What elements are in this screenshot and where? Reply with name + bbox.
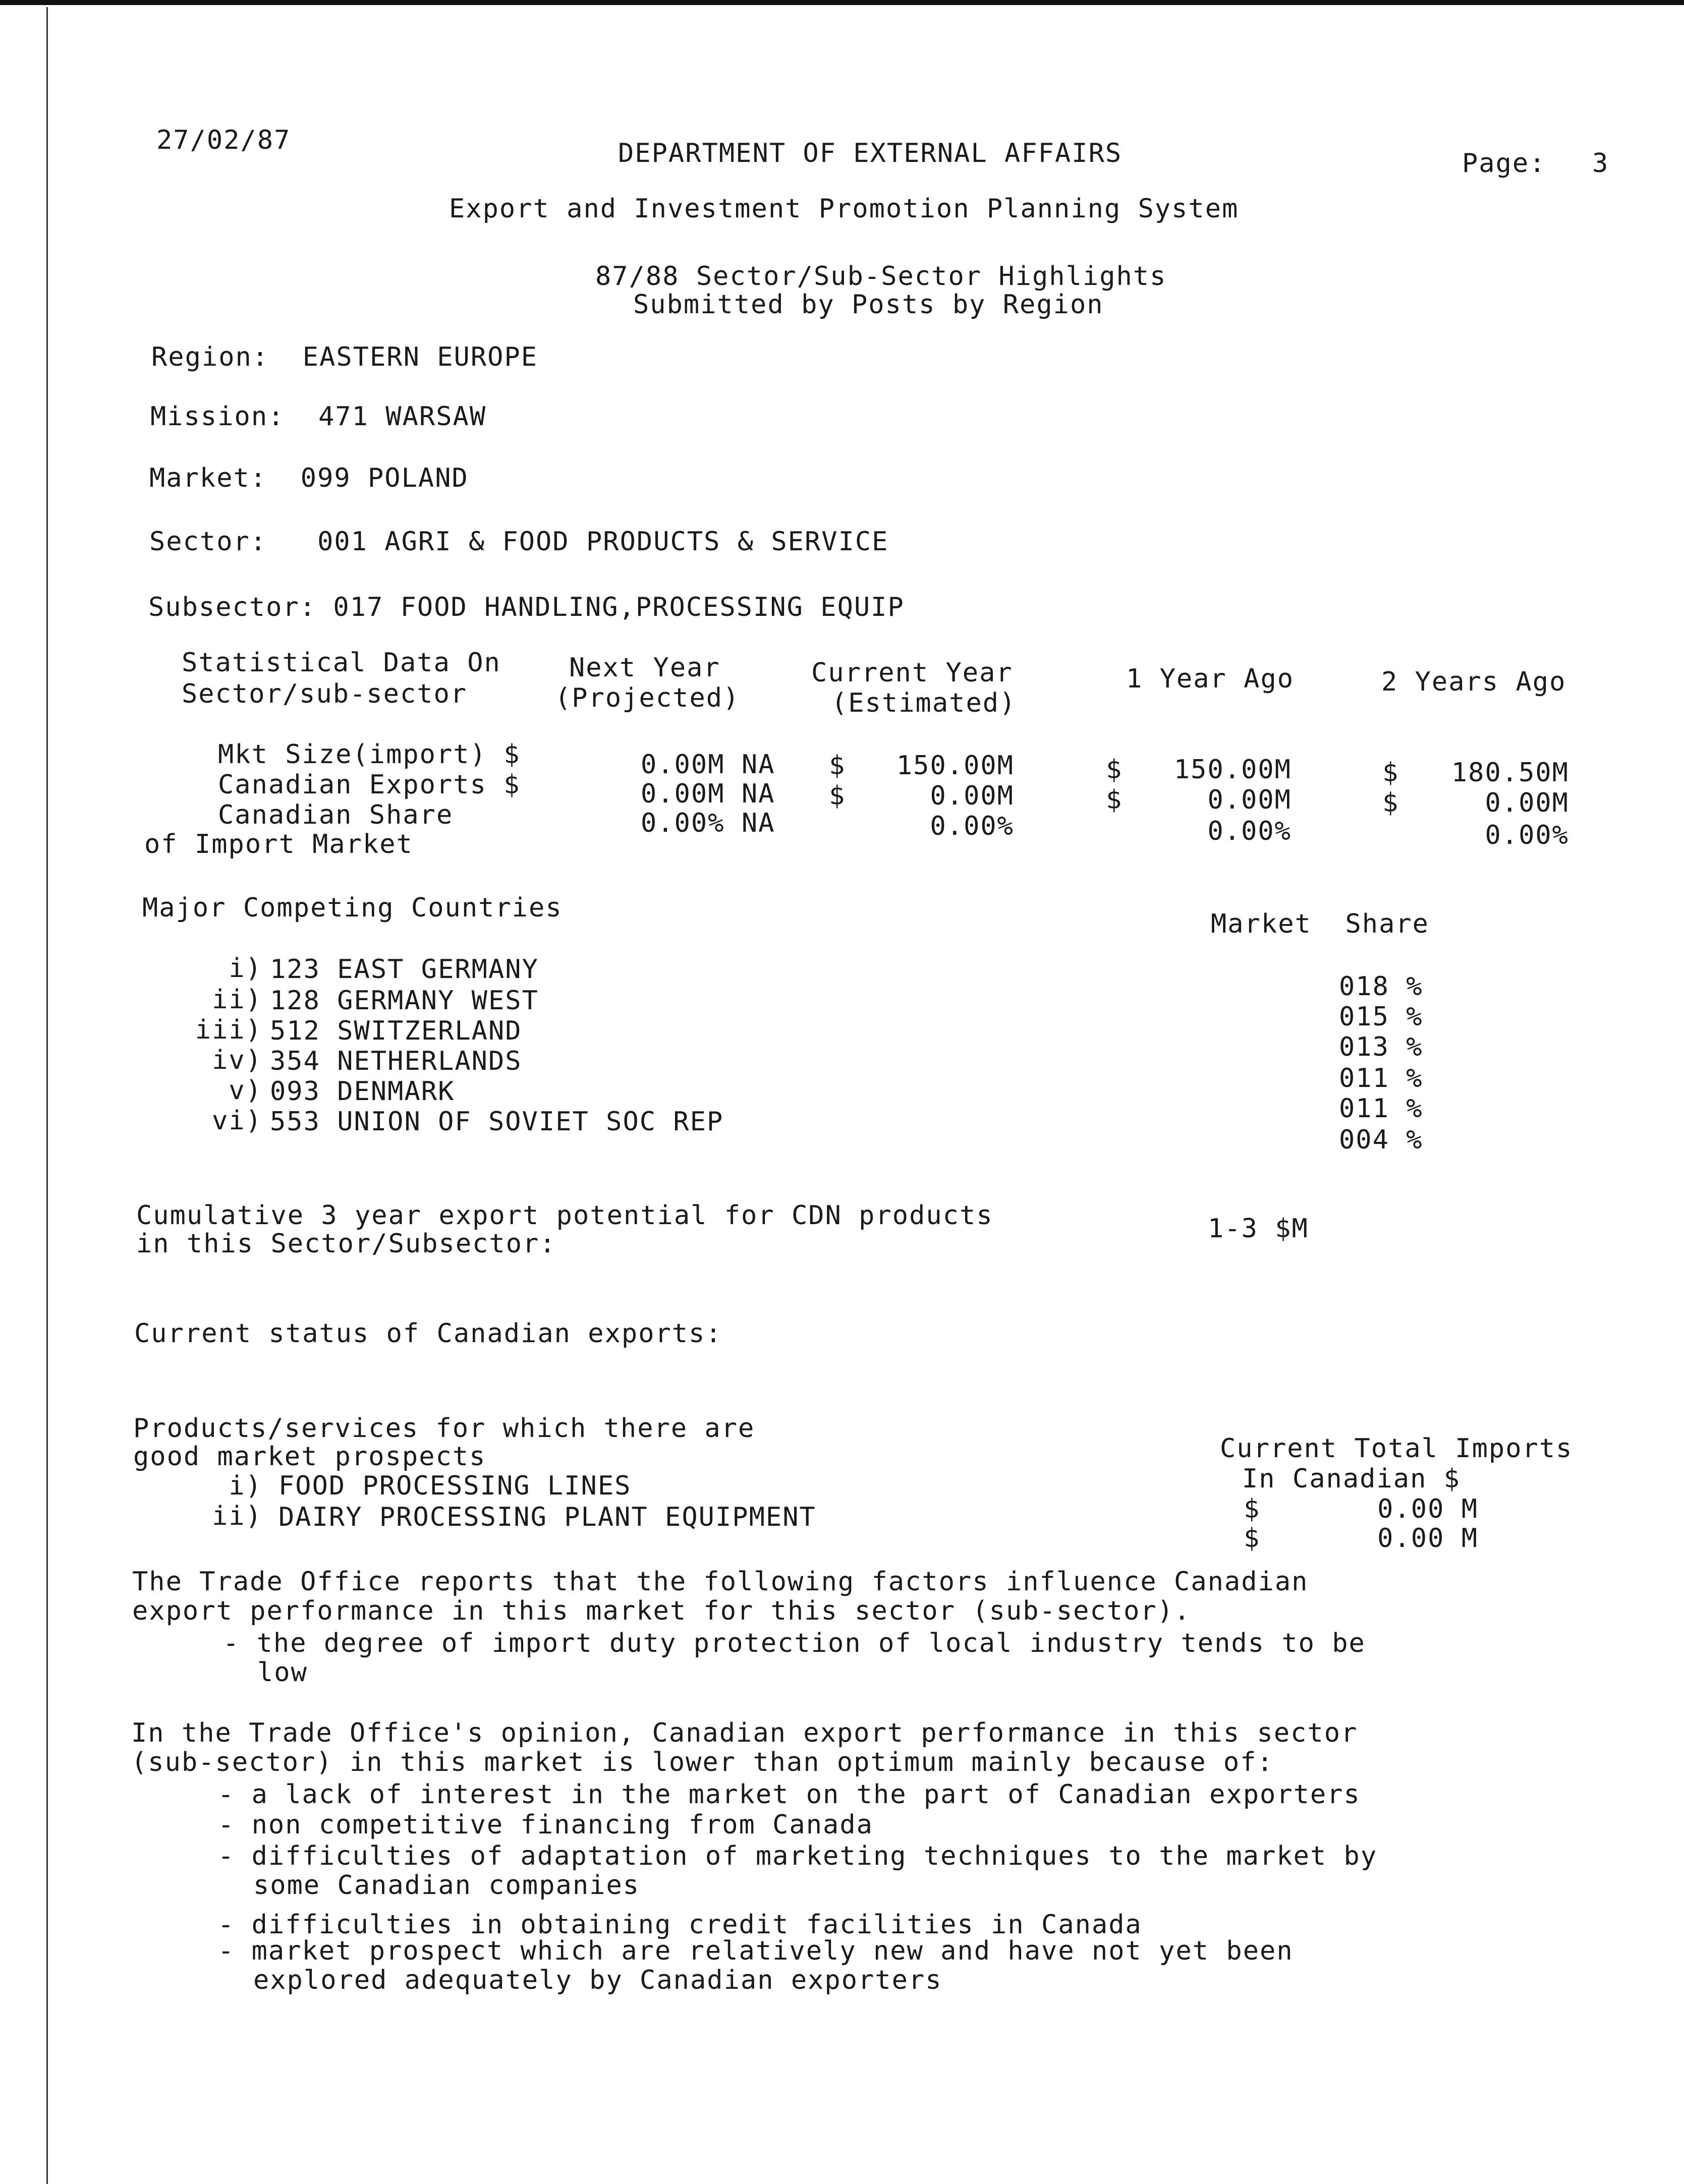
potential-value: 1-3 $M xyxy=(1208,1214,1309,1244)
stats-row-label: Canadian Exports $ xyxy=(218,770,521,800)
competitor-share: 011 % xyxy=(1339,1094,1423,1124)
stats-cell-cur-sym: $ xyxy=(829,751,846,781)
report-title: 87/88 Sector/Sub-Sector Highlights xyxy=(595,261,1167,292)
competitor-num: ii) xyxy=(212,985,262,1015)
sector-field: Sector: 001 AGRI & FOOD PRODUCTS & SERVICE xyxy=(149,527,889,557)
factors-bullet-cont: low xyxy=(257,1657,308,1688)
competitor-share: 004 % xyxy=(1339,1125,1423,1155)
market-share-heading: Market Share xyxy=(1211,909,1429,939)
competitor-name: 128 GERMANY WEST xyxy=(270,986,539,1016)
product-import-sym: $ xyxy=(1244,1494,1261,1524)
competitor-share: 013 % xyxy=(1339,1032,1423,1062)
imports-heading-sub: In Canadian $ xyxy=(1242,1464,1461,1494)
product-import-value: 0.00 M xyxy=(1377,1494,1478,1524)
stats-cell-2yr: 0.00% xyxy=(1485,820,1569,850)
stats-cell-cur: 0.00M xyxy=(930,781,1014,811)
product-import-value: 0.00 M xyxy=(1377,1523,1478,1554)
stats-row-label: Canadian Share xyxy=(218,800,454,830)
competitor-name: 354 NETHERLANDS xyxy=(270,1046,522,1076)
potential-line2: in this Sector/Subsector: xyxy=(136,1229,556,1259)
opinion-bullet: - difficulties of adaptation of marketing techniques to the market by xyxy=(218,1841,1378,1871)
competitor-num: vi) xyxy=(212,1106,262,1136)
opinion-bullet: - market prospect which are relatively new and have not yet been xyxy=(218,1936,1294,1966)
opinion-bullet: - non competitive financing from Canada xyxy=(218,1810,873,1840)
stats-row-label-cont: of Import Market xyxy=(144,829,413,859)
competitor-num: iv) xyxy=(212,1045,262,1075)
competitor-name: 123 EAST GERMANY xyxy=(270,954,539,985)
factors-bullet: - the degree of import duty protection of local industry tends to be xyxy=(223,1628,1366,1658)
competitors-heading: Major Competing Countries xyxy=(142,893,563,923)
stats-cell-next: 0.00M NA xyxy=(641,750,775,780)
competitor-share: 011 % xyxy=(1339,1063,1423,1094)
potential-line1: Cumulative 3 year export potential for CDN products xyxy=(136,1200,993,1231)
factors-line1: The Trade Office reports that the following factors influence Canadian xyxy=(132,1567,1309,1597)
competitor-num: v) xyxy=(229,1075,262,1106)
product-name: FOOD PROCESSING LINES xyxy=(278,1471,632,1501)
imports-heading: Current Total Imports xyxy=(1220,1433,1573,1464)
stats-row-label: Mkt Size(import) $ xyxy=(218,739,521,770)
opinion-line1: In the Trade Office's opinion, Canadian export performance in this sector xyxy=(131,1718,1358,1748)
system-name: Export and Investment Promotion Planning System xyxy=(449,194,1239,224)
product-num: ii) xyxy=(212,1501,262,1531)
stats-cell-next: 0.00% NA xyxy=(641,808,775,838)
stats-cell-2yr-sym: $ xyxy=(1382,758,1399,788)
page-number: 3 xyxy=(1592,148,1609,179)
stats-cell-1yr: 0.00M xyxy=(1207,785,1292,815)
report-date: 27/02/87 xyxy=(156,125,291,155)
opinion-bullet: - a lack of interest in the market on the part of Canadian exporters xyxy=(218,1779,1361,1810)
stats-cell-1yr: 150.00M xyxy=(1173,755,1292,785)
status-line: Current status of Canadian exports: xyxy=(134,1318,722,1349)
page-label: Page: xyxy=(1462,148,1546,179)
stats-cell-cur: 0.00% xyxy=(930,811,1014,841)
opinion-bullet-cont: some Canadian companies xyxy=(253,1870,640,1901)
competitor-num: iii) xyxy=(195,1015,262,1045)
col-current-year: Current Year xyxy=(811,658,1013,688)
stats-label-line2: Sector/sub-sector xyxy=(182,679,468,709)
stats-cell-2yr: 0.00M xyxy=(1485,788,1569,818)
col-1-year-ago: 1 Year Ago xyxy=(1126,664,1295,694)
competitor-num: i) xyxy=(229,953,262,984)
region-field: Region: EASTERN EUROPE xyxy=(151,342,538,372)
opinion-line2: (sub-sector) in this market is lower than optimum mainly because of: xyxy=(131,1747,1274,1777)
products-line1: Products/services for which there are xyxy=(133,1413,755,1444)
competitor-share: 015 % xyxy=(1339,1002,1423,1032)
stats-cell-2yr: 180.50M xyxy=(1451,758,1569,788)
col-next-year-sub: (Projected) xyxy=(555,683,740,713)
stats-cell-1yr: 0.00% xyxy=(1207,816,1292,846)
product-name: DAIRY PROCESSING PLANT EQUIPMENT xyxy=(278,1502,816,1532)
scan-left-border xyxy=(46,7,48,2184)
opinion-bullet-cont: explored adequately by Canadian exporters xyxy=(253,1965,942,1995)
stats-cell-1yr-sym: $ xyxy=(1106,755,1123,785)
mission-field: Mission: 471 WARSAW xyxy=(150,401,487,432)
factors-line2: export performance in this market for this sector (sub-sector). xyxy=(132,1596,1191,1626)
market-field: Market: 099 POLAND xyxy=(149,463,469,493)
competitor-name: 512 SWITZERLAND xyxy=(270,1016,522,1046)
competitor-share: 018 % xyxy=(1339,971,1423,1002)
col-2-years-ago: 2 Years Ago xyxy=(1381,667,1566,697)
stats-cell-next: 0.00M NA xyxy=(641,779,775,809)
opinion-bullet: - difficulties in obtaining credit facilities in Canada xyxy=(218,1910,1142,1940)
col-current-year-sub: (Estimated) xyxy=(831,688,1017,718)
subsector-field: Subsector: 017 FOOD HANDLING,PROCESSING EQUIP xyxy=(148,592,905,622)
products-line2: good market prospects xyxy=(133,1442,486,1472)
scan-top-border xyxy=(0,0,1684,5)
department-name: DEPARTMENT OF EXTERNAL AFFAIRS xyxy=(618,138,1122,168)
product-num: i) xyxy=(229,1471,262,1501)
stats-cell-1yr-sym: $ xyxy=(1106,785,1123,815)
stats-cell-2yr-sym: $ xyxy=(1382,788,1399,818)
stats-cell-cur: 150.00M xyxy=(896,751,1014,781)
competitor-name: 553 UNION OF SOVIET SOC REP xyxy=(270,1107,724,1137)
competitor-name: 093 DENMARK xyxy=(270,1076,455,1107)
stats-label-line1: Statistical Data On xyxy=(182,648,501,678)
col-next-year: Next Year xyxy=(569,653,720,683)
report-subtitle: Submitted by Posts by Region xyxy=(633,290,1104,320)
stats-cell-cur-sym: $ xyxy=(829,781,846,811)
product-import-sym: $ xyxy=(1244,1523,1261,1554)
